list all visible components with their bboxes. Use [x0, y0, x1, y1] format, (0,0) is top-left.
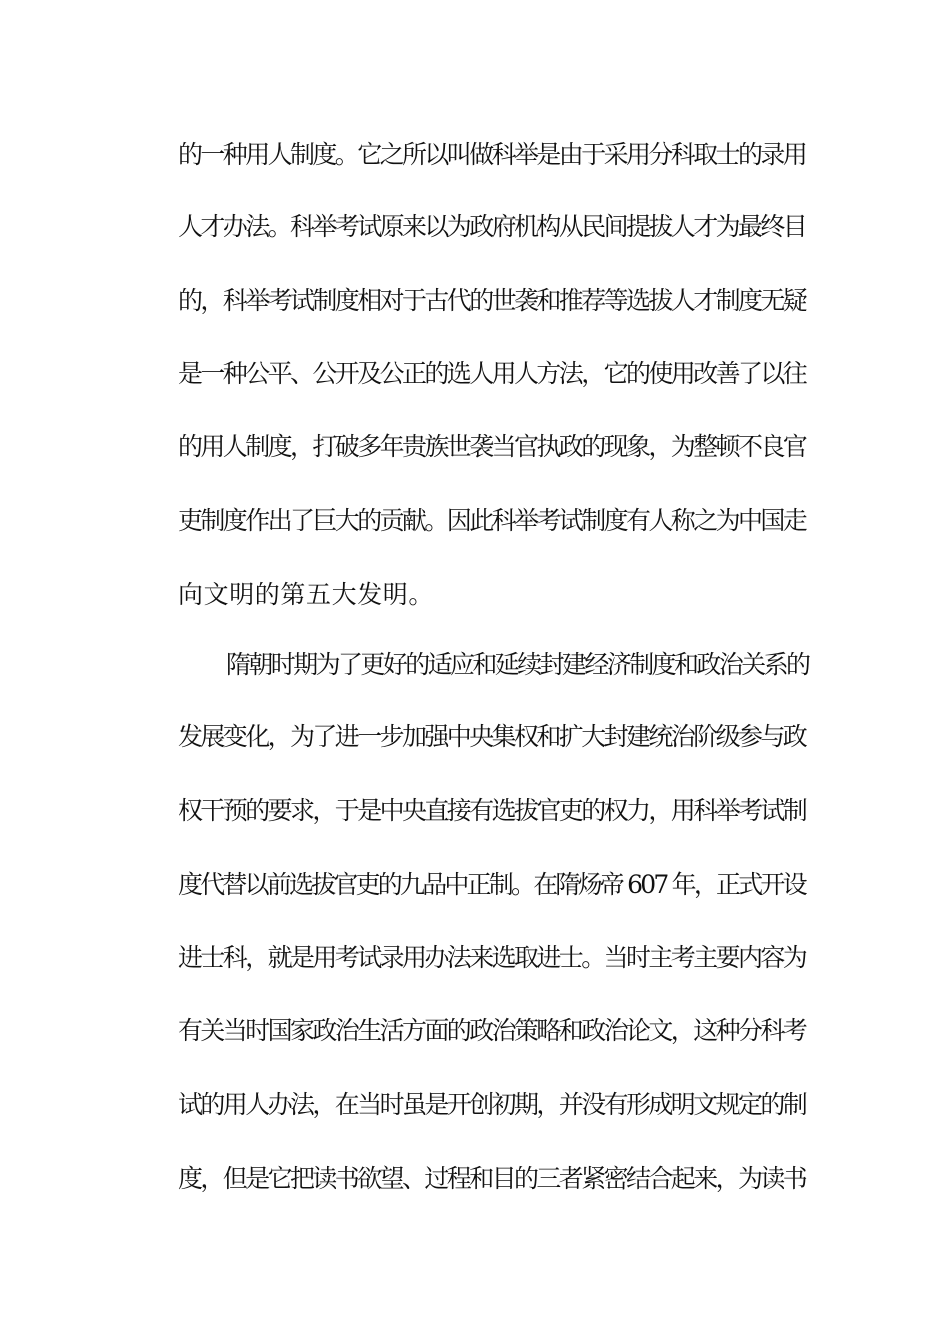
paragraph-line: 隋朝时期为了更好的适应和延续封建经济制度和政治关系的 [226, 650, 809, 679]
paragraph-line: 进士科，就是用考试录用办法来选取进士。当时主考主要内容为 [178, 943, 806, 972]
paragraph-line: 是一种公平、公开及公正的选人用人方法，它的使用改善了以往 [178, 359, 806, 388]
paragraph-line: 的用人制度，打破多年贵族世袭当官执政的现象，为整顿不良官 [178, 432, 806, 461]
paragraph-line: 吏制度作出了巨大的贡献。因此科举考试制度有人称之为中国走 [178, 506, 806, 535]
paragraph-line: 度，但是它把读书欲望、过程和目的三者紧密结合起来，为读书 [178, 1164, 806, 1193]
paragraph-line: 有关当时国家政治生活方面的政治策略和政治论文，这种分科考 [178, 1016, 806, 1045]
paragraph-line: 向文明的第五大发明。 [178, 580, 435, 609]
paragraph-line: 发展变化，为了进一步加强中央集权和扩大封建统治阶级参与政 [178, 722, 806, 751]
paragraph-line: 人才办法。科举考试原来以为政府机构从民间提拔人才为最终目 [178, 212, 806, 241]
paragraph-line: 权干预的要求，于是中央直接有选拔官吏的权力，用科举考试制 [178, 796, 806, 825]
paragraph-line: 的一种用人制度。它之所以叫做科举是由于采用分科取士的录用 [178, 140, 806, 169]
paragraph-line: 度代替以前选拔官吏的九品中正制。在隋炀帝 607 年，正式开设 [178, 870, 805, 899]
paragraph-line: 试的用人办法，在当时虽是开创初期，并没有形成明文规定的制 [178, 1090, 806, 1119]
paragraph-line: 的，科举考试制度相对于古代的世袭和推荐等选拔人才制度无疑 [178, 286, 806, 315]
